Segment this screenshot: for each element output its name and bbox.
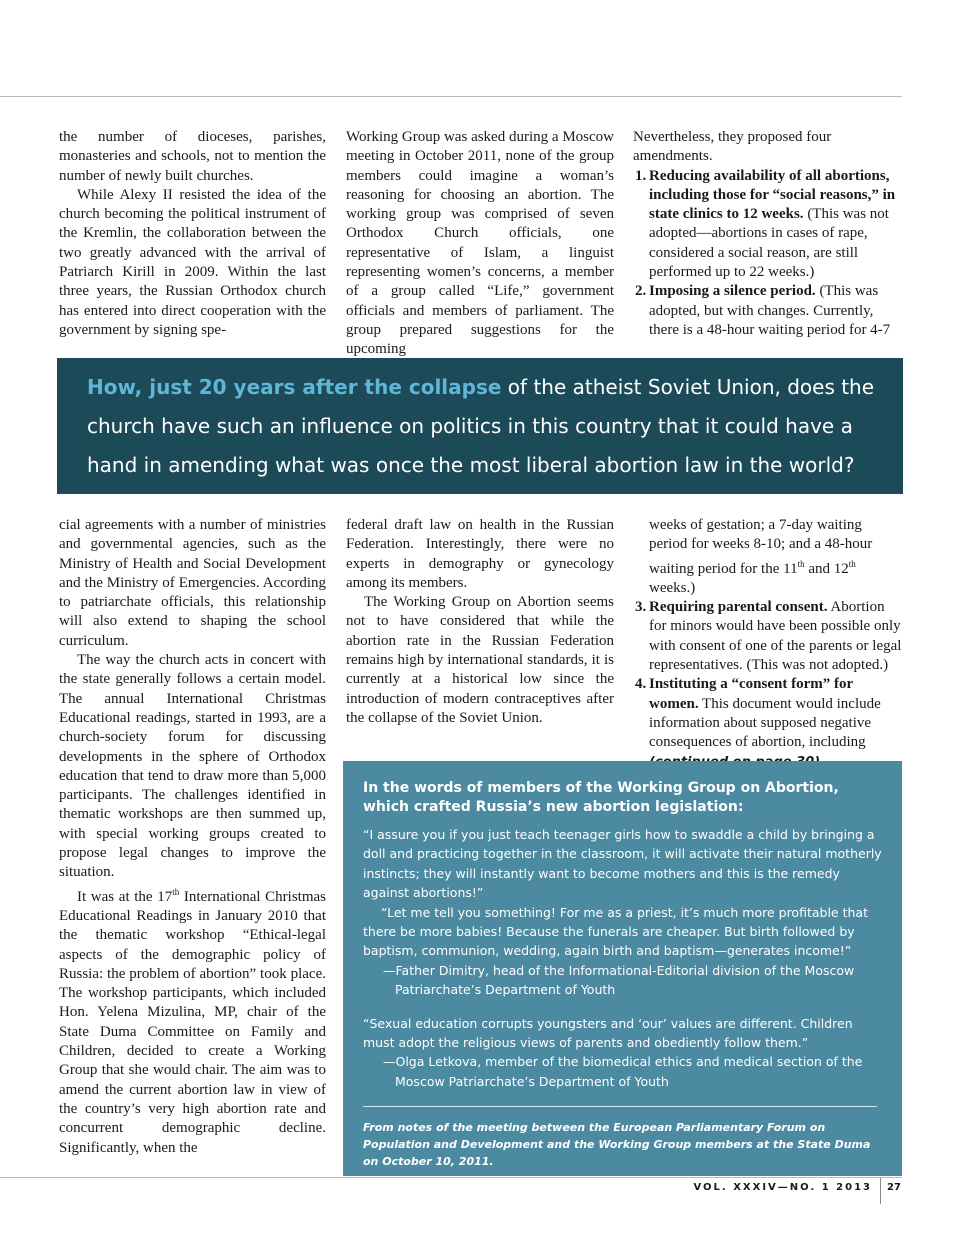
sidebar-quote: “Sexual education corrupts youngsters and ‘our’ values are different. Children must adopt the religious views of parents and obediently follow them.” [363, 1015, 853, 1051]
sidebar-quote: “I assure you if you just teach teenager girls how to swaddle a child by bringing a doll and practicing together in the classroom, it will activate their natural motherly instincts; they will instantly want to become mothers and this is the remedy against abortions!” [363, 827, 882, 901]
folio-divider [880, 1178, 881, 1204]
pull-quote-highlight: How, just 20 years after the collapse [87, 375, 502, 399]
sidebar-quote: “Let me tell you something! For me as a priest, it’s much more profitable that there be more babies! Because the funerals are cheaper. But birth followed by baptism, communion, wedding, again birth and baptism—generates income!” [363, 904, 868, 959]
amendments-list [633, 167, 902, 341]
page-number: 27 [887, 1182, 901, 1193]
paragraph: federal draft law on health in the Russian Federation. Interestingly, there were no experts in demography or gynecology among its members. [346, 517, 614, 591]
amendment-item [633, 167, 902, 283]
column-3-bottom [633, 516, 902, 772]
amendment-number: 2. [635, 283, 647, 300]
sidebar-title: In the words of members of the Working Group on Abortion, which crafted Russia’s new abortion legislation: [363, 780, 839, 815]
paragraph: It was at the 17th International Christmas Educational Readings in January 2010 that the thematic workshop “Ethical-legal aspects of the demographic policy of Russia: the problem of abortion” took place. The workshop participants, which included Hon. Yelena Mizulina, MP, chair of the State Duma Committee on Family and Children, decided to create a Working Group that she would chair. The aim was to amend the current abortion law in view of the country’s very high abortion rate and concurrent demographic decline. Significantly, when the [59, 886, 327, 1156]
amendment-text-part: (This was adopted, but with changes. Currently, there is a 48-hour waiting period for 4-7 [649, 283, 891, 338]
amendment-item [633, 675, 902, 771]
amendment-heading: Requiring parental consent. [649, 599, 828, 616]
pull-quote-text: of the atheist Soviet Union, does the church have such an influence on politics in this country that it could have a hand in amending what was once the most liberal abortion law in the world? [87, 375, 875, 477]
sidebar-attribution: —Father Dimitry, head of the Informational-Editorial division of the Moscow Patriarchate’s Department of Youth [383, 962, 855, 998]
column-2-bottom [346, 516, 614, 728]
paragraph: While Alexy II resisted the idea of the church becoming the political instrument of the Kremlin, the collaboration between the two greatly advanced with the arrival of Patriarch Kirill in 2009. Within the last three years, the Russian Orthodox church has entered into direct cooperation with the government by signing spe- [59, 186, 326, 338]
sidebar-divider [363, 1106, 877, 1107]
column-1-top [59, 128, 326, 340]
amendment-item-continued: weeks of gestation; a 7-day waiting period for weeks 8-10; and a 48-hour waiting period for the 11th and 12th weeks.) [649, 517, 873, 596]
amendment-text: Abortion for minors would have been possible only with consent of one of the parents or legal representatives. (This was not adopted.) [649, 599, 902, 674]
amendment-number: 1. [635, 167, 647, 184]
amendments-intro: Nevertheless, they proposed four amendments. [633, 129, 832, 165]
amendment-heading: Instituting a “consent form” for women. [649, 676, 853, 712]
amendment-text: This document would include information about supposed negative consequences of abortion, including [649, 695, 881, 751]
amendment-item [633, 282, 902, 340]
amendment-heading: Reducing availability of all abortions, including those for “social reasons,” in state clinics to 12 weeks. [649, 167, 896, 223]
issue-label: VOL. XXXIV—NO. 1 2013 [693, 1182, 872, 1193]
bottom-rule [0, 1177, 902, 1178]
column-1-bottom [59, 516, 326, 1158]
column-2-top [346, 128, 614, 360]
pull-quote [57, 358, 903, 494]
paragraph: The Working Group on Abortion seems not to have considered that while the abortion rate in the Russian Federation remains high by international standards, it is currently at a historical low since the introduction of modern contraceptives after the collapse of the Soviet Union. [346, 594, 614, 726]
amendment-heading: Imposing a silence period. [649, 283, 816, 300]
amendment-item [633, 598, 902, 675]
column-3-top [633, 128, 902, 340]
paragraph: the number of dioceses, parishes, monasteries and schools, not to mention the number of newly built churches. [59, 129, 326, 184]
sidebar-quotes [343, 761, 902, 1176]
amendment-number: 3. [635, 599, 647, 616]
paragraph: cial agreements with a number of ministries and governmental agencies, such as the Ministry of Health and Social Development and the Ministry of Emergencies. According to patriarchate officials, this relationship will also extend to shaping the school curriculum. [59, 517, 326, 649]
paragraph: Working Group was asked during a Moscow meeting in October 2011, none of the group members could imagine a woman’s reasoning for choosing an abortion. The working group was comprised of seven Orthodox Church officials, one representative of Islam, a linguist representing women’s concerns, a member of a group called “Life,” government officials and members of parliament. The group prepared suggestions for the upcoming [346, 129, 614, 358]
sidebar-attribution: —Olga Letkova, member of the biomedical ethics and medical section of the Moscow Patriarchate’s Department of Youth [383, 1054, 863, 1089]
sidebar-source: From notes of the meeting between the European Parliamentary Forum on Population and Development and the Working Group members at the State Duma on October 10, 2011. [363, 1121, 871, 1168]
amendment-number: 4. [635, 676, 647, 693]
paragraph: The way the church acts in concert with the state generally follows a certain model. The annual International Christmas Educational readings, started in 1993, are a church-society forum for discussing developments in the sphere of Orthodox education that tend to draw more than 5,000 participants. The challenges identified in thematic workshops are then summed up, with special working groups created to propose legal changes to improve the situation. [59, 652, 326, 881]
top-rule [0, 96, 902, 97]
amendments-list-continued [633, 516, 902, 772]
amendment-text: (This was not adopted—abortions in cases of rape, considered a social reason, are still performed up to 22 weeks.) [649, 206, 889, 281]
